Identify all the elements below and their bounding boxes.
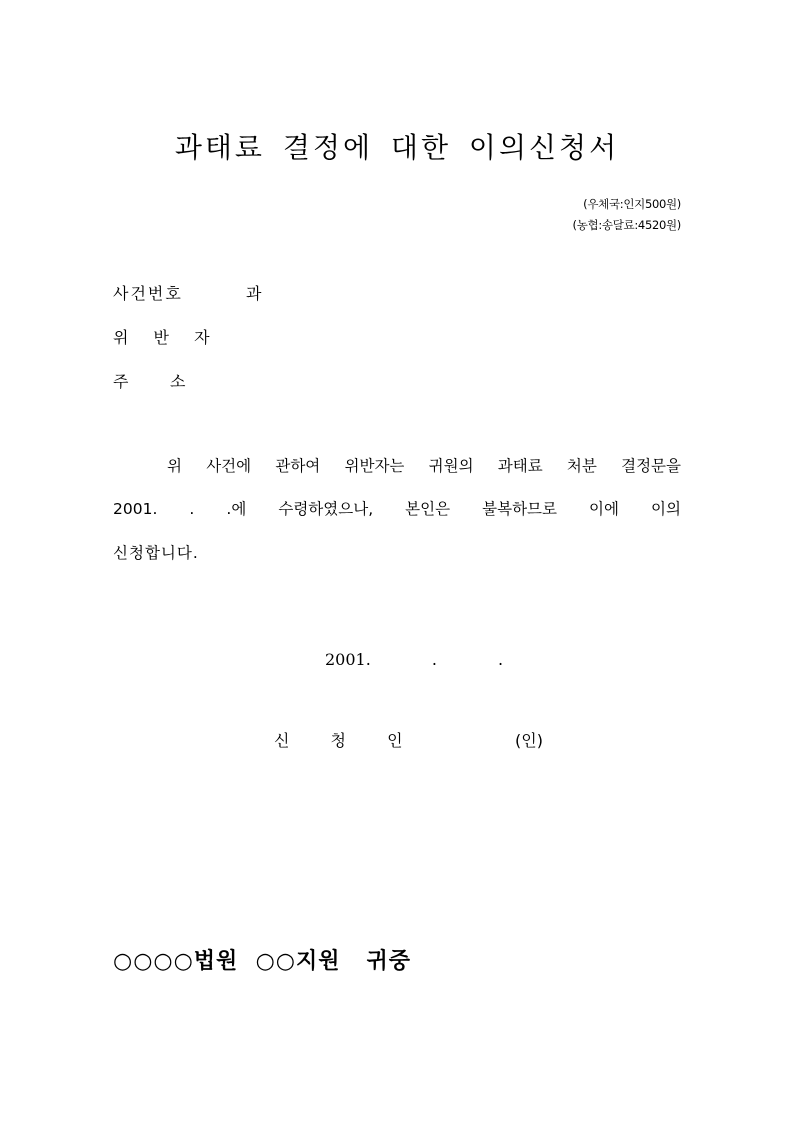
address-label-char1: 주: [113, 372, 129, 391]
case-number-suffix: 과: [246, 284, 262, 303]
court-addressee: ○○○○법원 ○○지원 귀중: [113, 949, 411, 974]
body-text-line-3: 신청합니다.: [113, 544, 199, 562]
address-label: [113, 369, 185, 392]
case-number-label: 사건번호: [113, 284, 183, 303]
document-title: 과태료 결정에 대한 이의신청서: [174, 131, 620, 164]
body-text-line-2: 2001. . .에 수령하였으나, 본인은 불복하므로 이에 이의: [113, 500, 681, 518]
body-text-line-1: 위 사건에 관하여 위반자는 귀원의 과태료 처분 결정문을: [167, 457, 681, 475]
applicant-label: 신 청 인: [274, 731, 421, 750]
violator-label: 위 반 자: [113, 328, 220, 347]
stamp-fee-note: (우체국:인지500원): [583, 197, 681, 211]
seal-mark: (인): [515, 731, 543, 750]
application-date: 2001. . .: [325, 650, 504, 669]
delivery-fee-note: (농협:송달료:4520원): [572, 218, 681, 232]
address-label-char2: 소: [170, 372, 186, 391]
